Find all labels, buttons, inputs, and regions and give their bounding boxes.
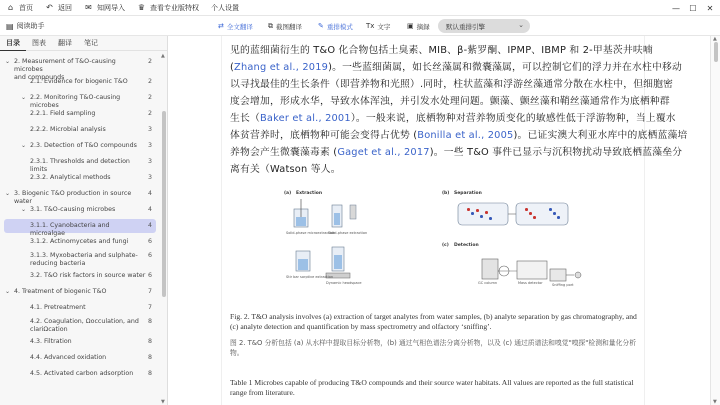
tab-contents[interactable]: 目录: [0, 36, 26, 51]
toc-item[interactable]: [0, 367, 160, 381]
close-icon[interactable]: ✕: [706, 3, 714, 13]
toc-item-label: [30, 206, 146, 214]
home-button[interactable]: ⌂ 首页: [7, 3, 33, 12]
analyte-dot: [480, 215, 483, 218]
citation-link[interactable]: Baker et al., 2001: [260, 113, 351, 124]
text-segment: 离有关（Watson 等人。: [230, 164, 341, 175]
toc-page-number: 6: [147, 238, 152, 245]
text-segment: 度会增加，形成水华，导致水体浑浊，并引发水处理问题。颤藻、颤丝藻和鞘丝藻通常作为底栖种群: [230, 96, 670, 107]
toc-page-number: 3: [147, 142, 152, 149]
toc-page-number: 8: [147, 318, 152, 325]
toc-item[interactable]: [0, 285, 160, 299]
top-menu-bar: [0, 0, 720, 16]
toc-item-label: [30, 252, 146, 268]
chevron-down-icon[interactable]: ⌄: [21, 94, 27, 101]
toc-page-number: 8: [147, 370, 152, 377]
text-segment: )。已证实澳大利亚水库中的底栖蓝藻培: [513, 130, 688, 141]
toc-item-text: 4.4. Advanced oxidation: [30, 354, 107, 361]
crown-icon: ♛: [137, 3, 146, 12]
panel-b-title: Separation: [454, 191, 482, 196]
figure-label: Dynamic headspace: [326, 281, 362, 285]
analyte-dot: [467, 208, 470, 211]
excerpt-button[interactable]: ▣ 摘録: [407, 22, 430, 31]
scroll-up-icon[interactable]: ▲: [713, 36, 717, 42]
reflow-mode-button[interactable]: ✎ 重排模式: [318, 22, 353, 31]
text-segment: 生长（: [230, 113, 260, 124]
figure-label: Mass detector: [518, 281, 543, 285]
panel-a-label: (a): [284, 191, 292, 196]
tab-translation[interactable]: 翻译: [58, 39, 72, 47]
analyte-dot: [489, 217, 492, 220]
toc-page-number: 6: [147, 272, 152, 279]
figure-caption-en: Fig. 2. T&O analysis involves (a) extraction of target analytes from water samples, (b) analyte separation by gas chromatography, and (c) analyte detection and quantification by mass spectrometry and olfactory ‘sniffing’.: [230, 312, 637, 331]
toc-item-label: [30, 354, 146, 362]
toc-item-text: 3.1.2. Actinomycetes and fungi: [30, 238, 129, 245]
text-segment: 养物会产生微囊藻毒素 (: [230, 147, 338, 158]
toc-item-label: [30, 126, 146, 134]
toc-item-text: 3.1.1. Cyanobacteria and microalgae: [30, 222, 110, 237]
toc-item-label: [30, 318, 146, 334]
analyte-dot: [529, 212, 532, 215]
toc-page-number: 3: [147, 158, 152, 165]
text-line: [230, 93, 670, 107]
text-button[interactable]: Tx 文字: [366, 22, 391, 31]
document-scrollbar[interactable]: [710, 36, 720, 405]
excerpt-icon: ▣: [407, 22, 414, 30]
text-line: [230, 76, 674, 90]
toc-item-text: 2.3. Detection of T&O compounds: [30, 142, 137, 149]
toc-page-number: 8: [147, 338, 152, 345]
toc-item-label: [30, 142, 146, 150]
toc-item-text: clariΩcation: [30, 326, 68, 333]
text-segment: 体贫营养时，底栖物种可能会变得占优势 (: [230, 130, 418, 141]
panel-c-title: Detection: [454, 243, 479, 248]
translate-icon: ⇄: [218, 22, 224, 30]
figure-2: [282, 191, 592, 311]
toc-item-label: [30, 338, 146, 346]
chevron-down-icon[interactable]: ⌄: [21, 206, 27, 213]
panel-c-label: (c): [442, 243, 449, 248]
toc-item-label: [30, 110, 146, 118]
toc-item-label: [30, 238, 146, 246]
analyte-dot: [549, 208, 552, 211]
text-segment: )。一些蓝细菌属，如长丝藻属和微囊藻属，可以控制它们的浮力并在水柱中移动: [328, 62, 683, 73]
toc-item-text: 4.5. Activated carbon adsorption: [30, 370, 134, 377]
text-segment: )。一些 T&O 事件已显示与沉积物扰动导致底栖蓝藻垒分: [429, 147, 683, 158]
reflow-icon: ✎: [318, 22, 324, 30]
panel-b-label: (b): [442, 191, 450, 196]
analyte-dot: [533, 216, 536, 219]
toc-item[interactable]: [0, 335, 160, 349]
document-viewer: [169, 36, 710, 405]
tab-notes[interactable]: 笔记: [84, 39, 98, 47]
toc-item-text: 2.3.2. Analytical methods: [30, 174, 111, 181]
toc-item-text: 3.1. T&O-causing microbes: [30, 206, 116, 213]
panel-a-title: Extraction: [296, 191, 323, 196]
toc-item-text: 2.2.1. Field sampling: [30, 110, 96, 117]
toc-item[interactable]: [0, 269, 160, 283]
toc-item[interactable]: [0, 107, 160, 121]
toc-item-text: 3.2. T&O risk factors in source water: [30, 272, 146, 279]
citation-link[interactable]: Gaget et al., 2017: [337, 147, 430, 158]
toc-page-number: 4: [147, 222, 152, 229]
sidebar-scrollbar[interactable]: [161, 53, 167, 405]
table-caption: Table 1 Microbes capable of producing T&O compounds and their source water habitats. All values are reported as the full statistical range from literature.: [230, 378, 634, 397]
tab-figures[interactable]: 图表: [32, 39, 46, 47]
home-icon: ⌂: [7, 3, 14, 12]
toc-item[interactable]: [0, 91, 160, 109]
toc-page-number: 3: [147, 126, 152, 133]
text-segment: 见的蓝细菌衍生的 T&O 化合物包括土臭素、MIB、β-紫罗酮、IPMP、IBMP 和 2-甲基茨井呋喃: [230, 45, 653, 56]
toc-page-number: 6: [147, 252, 152, 259]
reflow-engine-select[interactable]: 默认重排引擎 ⌄: [438, 19, 530, 33]
text-icon: Tx: [366, 22, 375, 30]
toc-page-number: 4: [147, 190, 152, 197]
import-icon: ✉: [85, 3, 92, 12]
back-button[interactable]: ↶ 返回: [46, 3, 72, 12]
document-page: [221, 36, 688, 405]
chevron-down-icon[interactable]: ⌄: [21, 142, 27, 149]
chevron-down-icon: ⌄: [518, 21, 524, 29]
analyte-dot: [553, 212, 556, 215]
text-segment: 以寻找最佳的生长条件（即营养物和光照）.同时，柱状蓝藻和浮游丝藻通常分散在水柱中，但细胞密: [230, 79, 674, 90]
toc-page-number: 2: [147, 58, 152, 65]
toc-item-text: 2.2.2. Microbial analysis: [30, 126, 106, 133]
toc-item-text: and compounds: [14, 74, 65, 81]
toc-item[interactable]: [0, 351, 160, 365]
text-segment: (: [230, 62, 235, 73]
reader-assistant-button[interactable]: ▤ 阅读助手: [6, 21, 45, 31]
toc-item-label: [30, 174, 146, 182]
sidebar-scroll-thumb[interactable]: [162, 111, 166, 297]
reader-icon: ▤: [6, 21, 14, 31]
toc-item[interactable]: [0, 203, 160, 217]
toc-item-text: 4.3. Filtration: [30, 338, 72, 345]
toc-item-label: [30, 78, 146, 86]
toc-item[interactable]: [0, 301, 160, 315]
chevron-down-icon[interactable]: ⌄: [5, 288, 11, 295]
figure-label: Stir bar sorptive extraction: [286, 275, 334, 279]
figure-caption-zh: 图 2. T&O 分析包括 (a) 从水样中提取目标分析物，(b) 通过气相色谱法分离分析物，以及 (c) 通过质谱法和嗅觉"嗅探"检测和量化分析物。: [230, 339, 636, 357]
toc-item[interactable]: [0, 251, 160, 267]
toc-item[interactable]: [0, 155, 160, 173]
toc-item[interactable]: [0, 57, 160, 81]
toc-item[interactable]: [0, 317, 160, 333]
analyte-dot: [525, 208, 528, 211]
analyte-dot: [471, 212, 474, 215]
text-segment: ）。一般来说，底栖物种对营养物质变化的敏感性低于浮游物种，当上覆水: [350, 113, 676, 124]
scroll-down-icon[interactable]: ▼: [713, 399, 717, 405]
toc-item-label: [14, 288, 146, 296]
figure-label: GC column: [478, 281, 498, 285]
citation-link[interactable]: Bonilla et al., 2005: [417, 130, 514, 141]
personal-settings-button[interactable]: 个人设置: [211, 3, 239, 12]
back-icon: ↶: [46, 3, 53, 12]
scroll-down-icon[interactable]: ▼: [161, 399, 165, 405]
toc-page-number: 7: [147, 288, 152, 295]
toc-page-number: 2: [147, 110, 152, 117]
text-line: [230, 59, 683, 73]
text-line: [230, 144, 683, 158]
toc-item-text: 2.2. Monitoring T&O-causing microbes: [30, 94, 121, 109]
toc-page-number: 2: [147, 94, 152, 101]
toc-item-text: 2.3.1. Thresholds and detection limits: [30, 158, 130, 173]
toc-item-text: 4. Treatment of biogenic T&O: [14, 288, 107, 295]
toc-page-number: 4: [147, 206, 152, 213]
full-translate-button[interactable]: ⇄ 全文翻译: [218, 22, 253, 31]
toc-page-number: 2: [147, 78, 152, 85]
toc-item-text: 3. Biogenic T&O production in source water: [14, 190, 132, 205]
toc-item-text: 2.1. Evidence for biogenic T&O: [30, 78, 128, 85]
toc-item-label: [30, 272, 146, 280]
minimize-icon[interactable]: —: [672, 3, 680, 13]
maximize-icon[interactable]: ☐: [689, 3, 697, 13]
toc-item[interactable]: [0, 171, 160, 185]
text-line: [230, 127, 688, 141]
toc-item-label: [30, 370, 146, 378]
figure-label: Sniffing port: [552, 283, 574, 287]
toc-item-text: 2. Measurement of T&O-causing microbes: [14, 58, 116, 73]
toc-page-number: 8: [147, 354, 152, 361]
toc-item-text: reducing bacteria: [30, 260, 86, 267]
figure-2-diagram: [282, 191, 592, 311]
toc-item-label: [30, 304, 146, 312]
toc-item-text: 3.1.3. Myxobacteria and sulphate-: [30, 252, 138, 259]
text-line: [230, 42, 653, 56]
toc-item[interactable]: [4, 219, 156, 237]
toc-item[interactable]: [0, 235, 160, 249]
chevron-down-icon[interactable]: ⌄: [5, 190, 11, 197]
text-line: [230, 161, 642, 175]
pro-privileges-button[interactable]: ♛ 查看专业版特权: [137, 3, 199, 12]
toc-item-text: 4.2. Coagulation, Ωocculation, and: [30, 318, 139, 325]
reader-toolbar: [0, 16, 720, 36]
toc-item[interactable]: [0, 75, 160, 89]
text-line: [230, 110, 676, 124]
figure-label: Solid-phase extraction: [328, 231, 368, 235]
scroll-up-icon[interactable]: ▲: [161, 53, 165, 59]
analyte-dot: [476, 209, 479, 212]
toc-page-number: 3: [147, 174, 152, 181]
sidebar-tabs: [0, 36, 168, 51]
left-sidebar: [0, 36, 168, 405]
document-scroll-thumb[interactable]: [714, 42, 718, 62]
chevron-down-icon[interactable]: ⌄: [5, 58, 11, 65]
figure-label: Solid-phase microextraction: [286, 231, 336, 235]
analyte-dot: [485, 211, 488, 214]
toc-item-text: 4.1. Pretreatment: [30, 304, 86, 311]
analyte-dot: [557, 216, 560, 219]
citation-link[interactable]: Zhang et al., 2019: [234, 62, 329, 73]
toc-page-number: 7: [147, 304, 152, 311]
screenshot-translate-button[interactable]: ⧉ 截图翻译: [268, 21, 302, 31]
cnki-import-button[interactable]: ✉ 知网导入: [85, 3, 125, 12]
toc-item[interactable]: [0, 139, 160, 153]
toc-item[interactable]: [0, 123, 160, 137]
toc-item[interactable]: [0, 187, 160, 205]
screenshot-icon: ⧉: [268, 21, 273, 30]
